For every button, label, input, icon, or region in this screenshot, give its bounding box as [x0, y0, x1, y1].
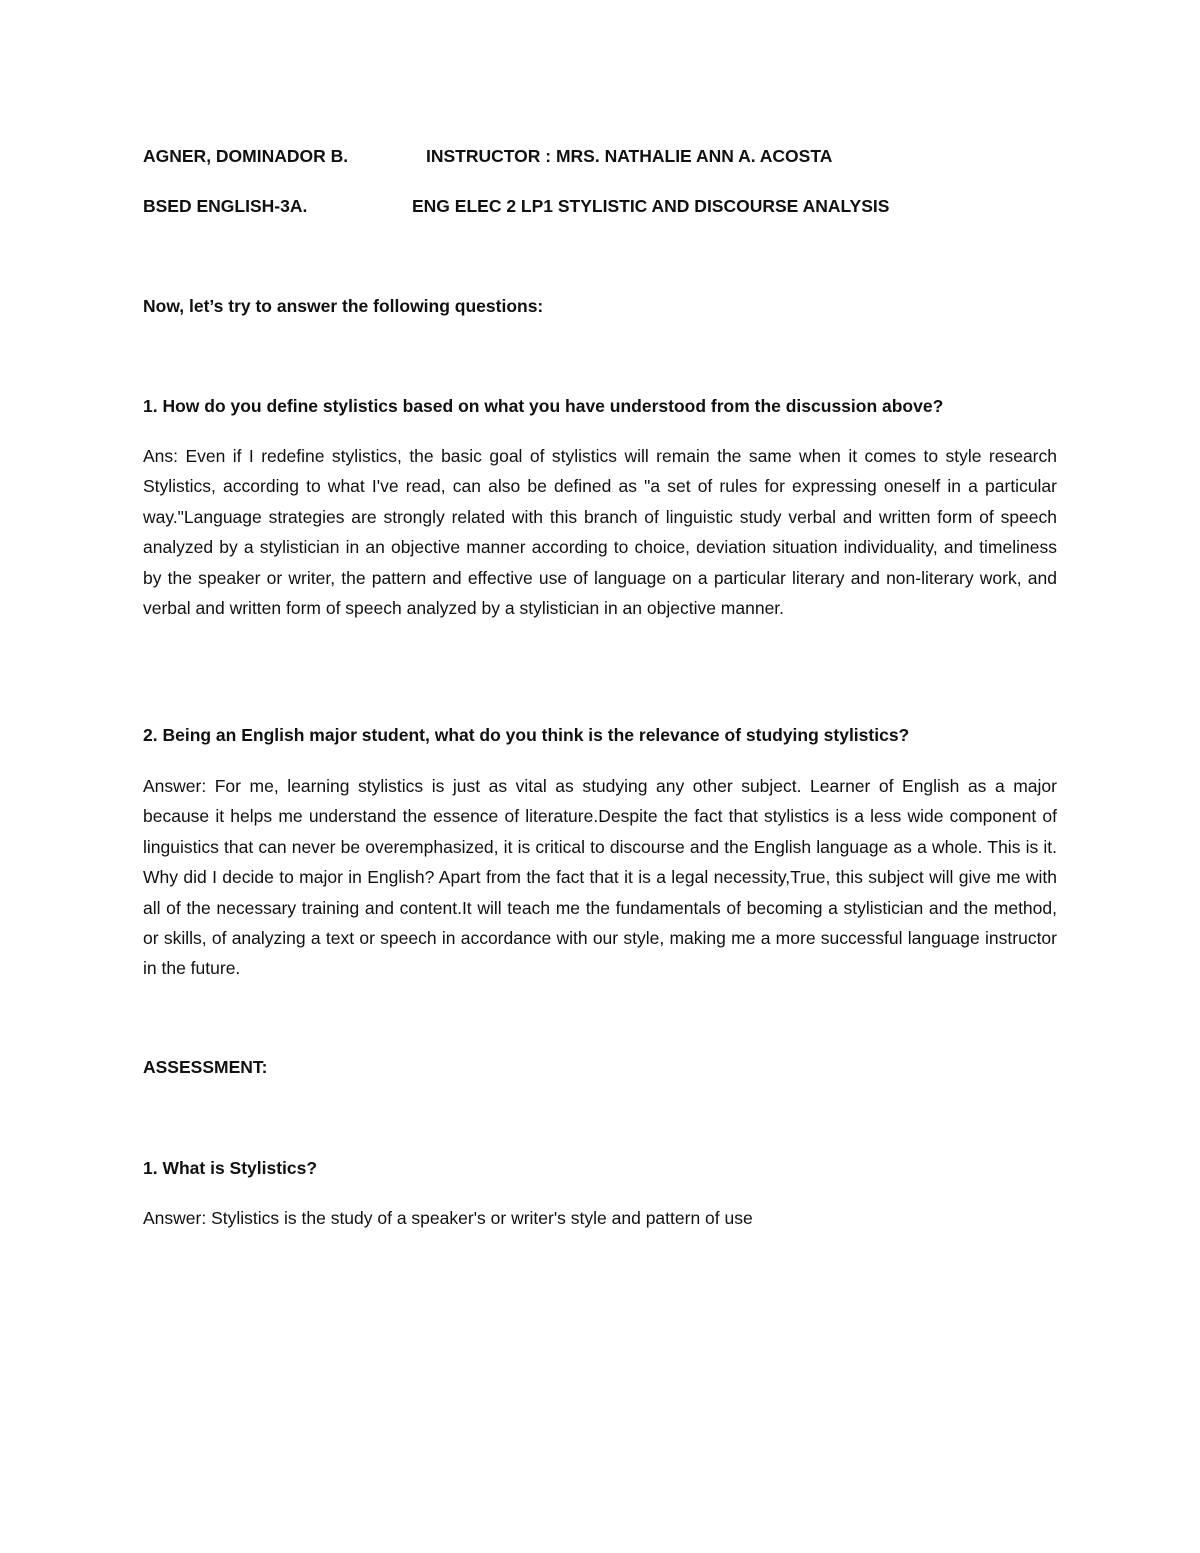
assessment-heading: ASSESSMENT: — [143, 1057, 268, 1077]
course-section: BSED ENGLISH-3A. — [143, 196, 308, 216]
instructor-name: INSTRUCTOR : MRS. NATHALIE ANN A. ACOSTA — [426, 146, 833, 166]
assessment-question-1: 1. What is Stylistics? — [143, 1158, 318, 1178]
student-name: AGNER, DOMINADOR B. — [143, 146, 349, 166]
assessment-answer-1: Answer: Stylistics is the study of a speaker's or writer's style and pattern of use — [143, 1208, 753, 1228]
answer-1: Ans: Even if I redefine stylistics, the basic goal of stylistics will remain the same when it comes to style research Stylistics, according to what I've read, can also be defined as "a set of rules for expressing oneself in a particular way."Language strategies are strongly related with this branch of linguistic study verbal and written form of speech analyzed by a stylistician in an objective manner according to choice, deviation situation individuality, and timeliness by the speaker or writer, the pattern and effective use of language on a particular literary and non-literary work, and verbal and written form of speech analyzed by a stylistician in an objective manner. — [143, 446, 1057, 619]
question-2: 2. Being an English major student, what do you think is the relevance of studying stylistics? — [143, 725, 910, 745]
subject-title: ENG ELEC 2 LP1 STYLISTIC AND DISCOURSE ANALYSIS — [412, 196, 890, 216]
intro-prompt: Now, let’s try to answer the following questions: — [143, 296, 544, 316]
question-1: 1. How do you define stylistics based on what you have understood from the discussion above? — [143, 396, 944, 416]
answer-2: Answer: For me, learning stylistics is just as vital as studying any other subject. Learner of English as a major because it helps me understand the essence of literature.Despite the fact that stylistics is a less wide component of linguistics that can never be overemphasized, it is critical to discourse and the English language as a whole. This is it. Why did I decide to major in English? Apart from the fact that it is a legal necessity,True, this subject will give me with all of the necessary training and content.It will teach me the fundamentals of becoming a stylistician and the method, or skills, of analyzing a text or speech in accordance with our style, making me a more successful language instructor in the future. — [143, 776, 1057, 979]
